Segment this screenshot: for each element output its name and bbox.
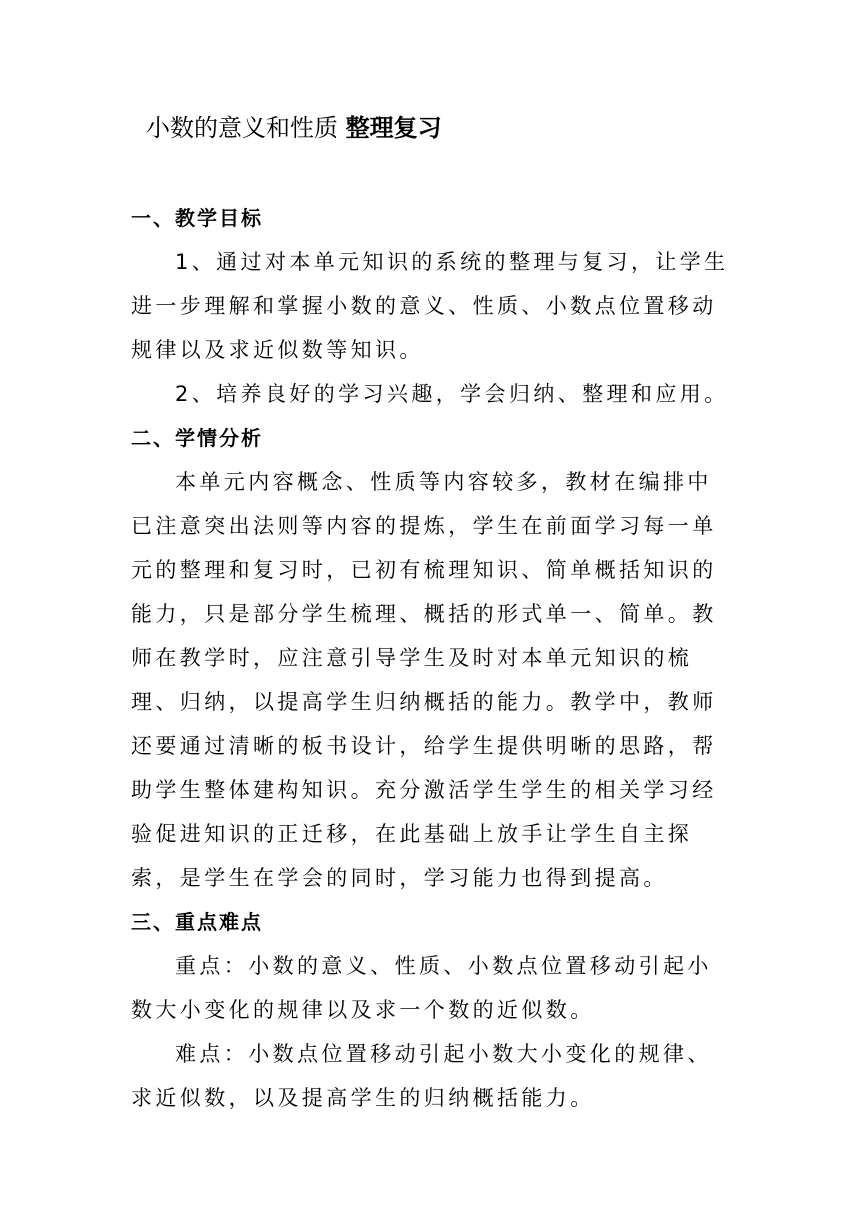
paragraph: 重点：小数的意义、性质、小数点位置移动引起小数大小变化的规律以及求一个数的近似数。	[131, 954, 712, 1022]
title-main: 小数的意义和性质	[146, 114, 338, 142]
paragraph: 难点：小数点位置移动引起小数大小变化的规律、求近似数，以及提高学生的归纳概括能力。	[131, 1042, 712, 1110]
section-heading: 三、重点难点	[131, 910, 263, 934]
paragraph: 本单元内容概念、性质等内容较多，教材在编排中已注意突出法则等内容的提炼，学生在前面学习每一单元的整理和复习时，已初有梳理知识、简单概括知识的能力，只是部分学生梳理、概括的形式单一、简单。教师在教学时，应注意引导学生及时对本单元知识的梳理、归纳，以提高学生归纳概括的能力。教学中，教师还要通过清晰的板书设计，给学生提供明晰的思路，帮助学生整体建构知识。充分激活学生学生的相关学习经验促进知识的正迁移，在此基础上放手让学生自主探索，是学生在学会的同时，学习能力也得到提高。	[131, 470, 717, 890]
paragraph: 1、通过对本单元知识的系统的整理与复习，让学生进一步理解和掌握小数的意义、性质、小数点位置移动规律以及求近似数等知识。	[131, 250, 729, 362]
section-student-analysis	[131, 416, 731, 900]
document-title	[146, 108, 442, 148]
section-key-points	[131, 900, 731, 1120]
document-body	[131, 196, 731, 1120]
section-heading: 二、学情分析	[131, 426, 263, 450]
section-heading: 一、教学目标	[131, 206, 263, 230]
title-sub: 整理复习	[345, 114, 442, 142]
paragraph: 2、培养良好的学习兴趣，学会归纳、整理和应用。	[175, 382, 729, 406]
section-teaching-goals	[131, 196, 731, 416]
